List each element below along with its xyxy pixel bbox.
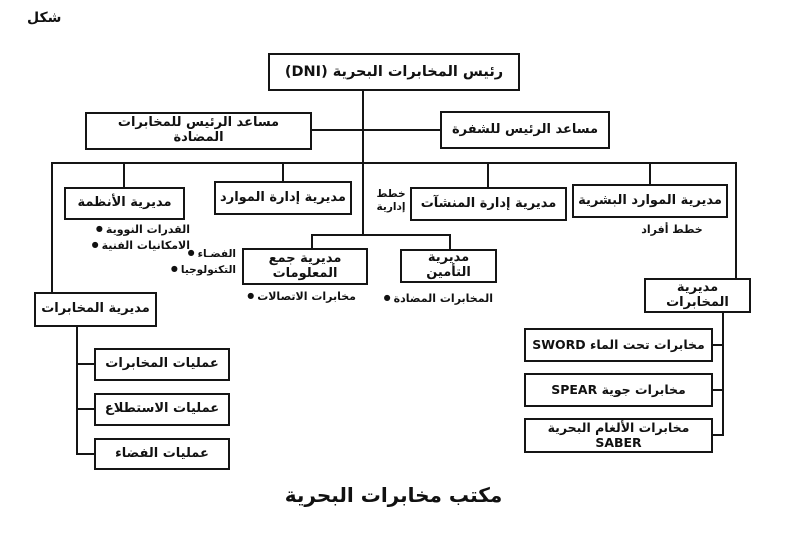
info-bottom-bullet: [238, 289, 356, 305]
bullet-label: مخابرات الاتصالات: [257, 290, 356, 303]
node-systems-directorate: مديرية الأنظمة: [64, 187, 185, 220]
bullet-label: الامكانيات الفنية: [101, 238, 190, 252]
connector-drop-facilities: [487, 162, 489, 187]
figure-label: شكل: [27, 10, 62, 26]
info-side-bullet-list: [148, 246, 236, 277]
list-item: [238, 289, 356, 305]
connector-drop-info: [311, 234, 313, 248]
connector-trunk-top: [362, 91, 364, 163]
connector-stub-ops-recon: [76, 408, 94, 410]
node-intel-directorate-left: مديرية المخابرات: [34, 292, 157, 327]
connector-subbus: [311, 234, 451, 236]
connector-bus: [51, 162, 737, 164]
connector-stub-sword: [713, 344, 724, 346]
node-hr-directorate: مديرية الموارد البشرية: [572, 184, 728, 218]
bullet-icon: ●: [91, 239, 99, 249]
connector-stub-spear: [713, 389, 724, 391]
node-naval-mines-intel-saber: مخابرات الألغام البحرية SABER: [524, 418, 713, 453]
connector-drop-systems: [123, 162, 125, 187]
bullet-icon: ●: [170, 263, 178, 273]
bullet-icon: ●: [95, 224, 103, 233]
hr-side-note: خطط أفراد: [641, 223, 703, 236]
node-intel-operations: عمليات المخابرات: [94, 348, 230, 381]
bullet-icon: ●: [187, 248, 195, 257]
connector-drop-hr: [649, 162, 651, 184]
node-assistant-counterintel: مساعد الرئيس للمخابرات المضادة: [85, 112, 312, 150]
connector-stub-saber: [713, 434, 724, 436]
node-intel-directorate-right: مديرية المخابرات: [644, 278, 751, 313]
chart-caption: مكتب مخابرات البحرية: [284, 483, 503, 507]
bullet-label: الفضـاء: [197, 248, 236, 260]
node-assistant-cipher: مساعد الرئيس للشفرة: [440, 111, 610, 149]
connector-drop-intel-right: [735, 162, 737, 278]
security-bottom-bullet: [378, 291, 493, 307]
node-resources-directorate: مديرية إدارة الموارد: [214, 181, 352, 215]
facilities-side-note: خطط إدارية: [376, 188, 406, 213]
node-facilities-directorate: مديرية إدارة المنشآت: [410, 187, 567, 221]
connector-assistants: [312, 129, 440, 131]
bullet-icon: ●: [247, 291, 255, 300]
connector-right-column: [722, 313, 724, 436]
bullet-label: المخابرات المضادة: [393, 292, 493, 305]
node-security-directorate: مديرية التأمين: [400, 249, 497, 283]
connector-trunk-mid: [362, 162, 364, 236]
node-recon-operations: عمليات الاستطلاع: [94, 393, 230, 426]
bullet-icon: ●: [383, 293, 391, 302]
connector-drop-security: [449, 234, 451, 249]
list-item: [148, 246, 236, 262]
node-root: رئيس المخابرات البحرية (DNI): [268, 53, 520, 91]
node-underwater-intel-sword: مخابرات تحت الماء SWORD: [524, 328, 713, 362]
connector-stub-ops-space: [76, 453, 94, 455]
node-info-collection-directorate: مديرية جمع المعلومات: [242, 248, 368, 285]
bullet-label: التكنولوجيا: [180, 263, 236, 276]
bullet-label: القدرات النووية: [105, 223, 190, 236]
node-space-operations: عمليات الفضاء: [94, 438, 230, 470]
connector-left-column: [76, 327, 78, 455]
list-item: [40, 222, 190, 238]
node-aerial-intel-spear: مخابرات جوية SPEAR: [524, 373, 713, 407]
list-item: [148, 262, 236, 278]
connector-stub-ops-intel: [76, 363, 94, 365]
list-item: [378, 291, 493, 307]
connector-drop-resources: [282, 162, 284, 181]
